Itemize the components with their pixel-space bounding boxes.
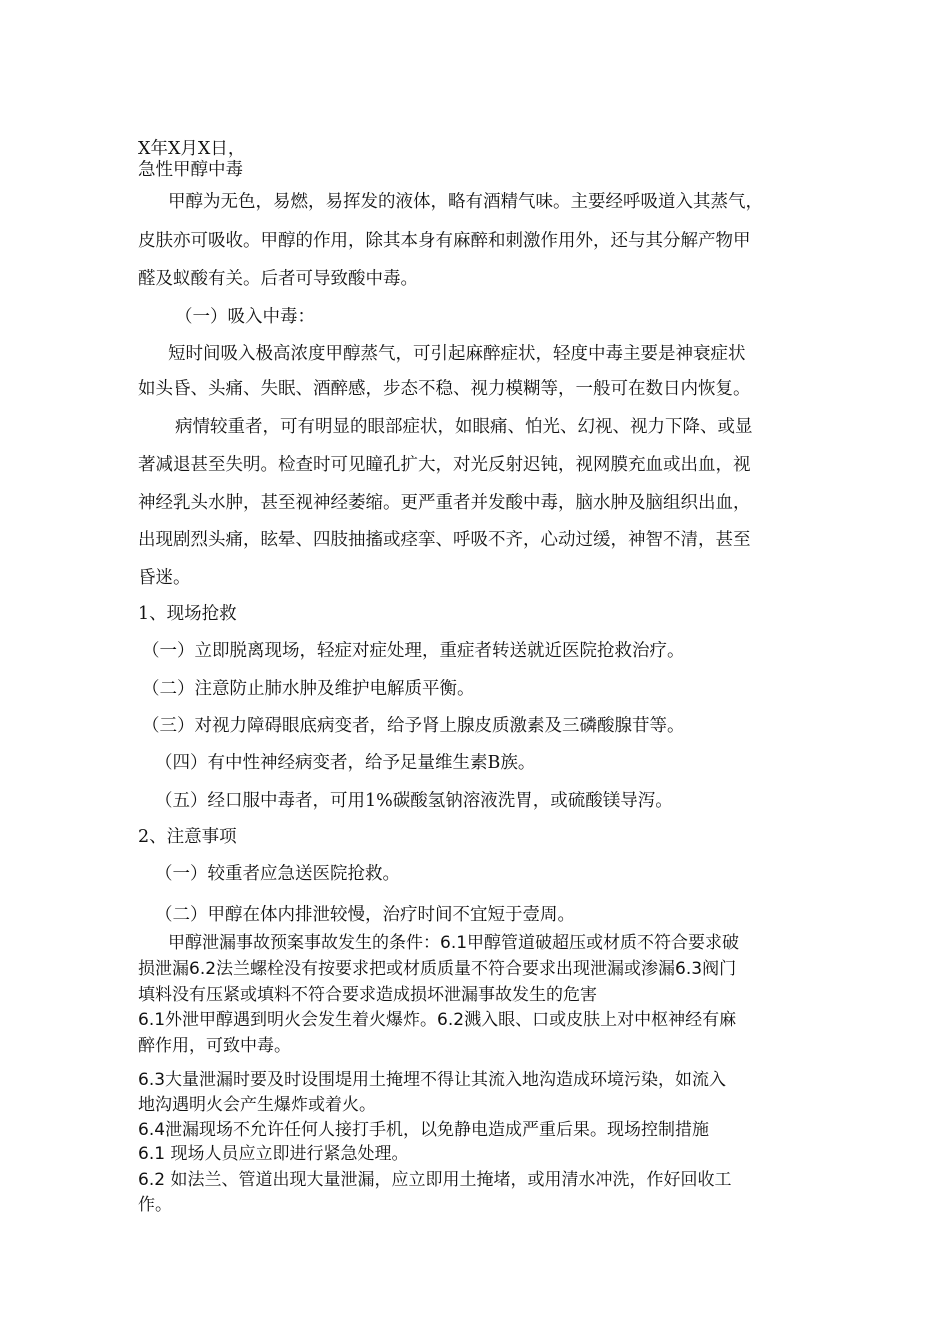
notes-item: （一）较重者应急送医院抢救。 — [155, 864, 400, 884]
document-title: 急性甲醇中毒 — [138, 160, 243, 180]
intro-line: 醛及蚁酸有关。后者可导致酸中毒。 — [138, 269, 418, 289]
inhalation-p2-line: 病情较重者，可有明显的眼部症状，如眼痛、怕光、幻视、视力下降、或显 — [175, 417, 753, 437]
document-date: X年X月X日， — [138, 139, 246, 159]
inhalation-heading: （一）吸入中毒： — [175, 307, 315, 327]
rescue-item: （三）对视力障碍眼底病变者，给予肾上腺皮质激素及三磷酸腺苷等。 — [142, 716, 685, 736]
intro-line: 甲醇为无色，易燃，易挥发的液体，略有酒精气味。主要经呼吸道入其蒸气， — [168, 192, 763, 212]
inhalation-p2-line: 神经乳头水肿，甚至视神经萎缩。更严重者并发酸中毒，脑水肿及脑组织出血， — [138, 493, 751, 513]
rescue-heading: 1、现场抢救 — [138, 604, 237, 624]
inhalation-p2-line: 著减退甚至失明。检查时可见瞳孔扩大，对光反射迟钝，视网膜充血或出血，视 — [138, 455, 751, 475]
rescue-item: （五）经口服中毒者，可用1%碳酸氢钠溶液洗胃，或硫酸镁导泻。 — [155, 791, 673, 811]
leak-line: 损泄漏6.2法兰螺栓没有按要求把或材质质量不符合要求出现泄漏或渗漏6.3阀门 — [138, 959, 737, 979]
intro-line: 皮肤亦可吸收。甲醇的作用，除其本身有麻醉和刺激作用外，还与其分解产物甲 — [138, 231, 751, 251]
leak-line: 6.1 现场人员应立即进行紧急处理。 — [138, 1144, 409, 1164]
leak-line: 填料没有压紧或填料不符合要求造成损坏泄漏事故发生的危害 — [138, 985, 597, 1005]
rescue-item: （二）注意防止肺水肿及维护电解质平衡。 — [142, 679, 475, 699]
rescue-item: （四）有中性神经病变者，给予足量维生素B族。 — [155, 753, 536, 773]
leak-line: 6.2 如法兰、管道出现大量泄漏，应立即用土掩堵，或用清水冲洗，作好回收工 — [138, 1170, 732, 1190]
leak-line: 醉作用，可致中毒。 — [138, 1036, 291, 1056]
leak-line: 作。 — [138, 1195, 172, 1215]
leak-line: 地沟遇明火会产生爆炸或着火。 — [138, 1095, 376, 1115]
leak-line: 6.3大量泄漏时要及时设围堤用土掩埋不得让其流入地沟造成环境污染，如流入 — [138, 1070, 727, 1090]
notes-item: （二）甲醇在体内排泄较慢，治疗时间不宜短于壹周。 — [155, 905, 575, 925]
leak-line: 6.4泄漏现场不允许任何人接打手机，以免静电造成严重后果。现场控制措施 — [138, 1120, 710, 1140]
inhalation-p2-line: 出现剧烈头痛，眩晕、四肢抽搐或痉挛、呼吸不齐，心动过缓，神智不清，甚至 — [138, 530, 751, 550]
rescue-item: （一）立即脱离现场，轻症对症处理，重症者转送就近医院抢救治疗。 — [142, 641, 685, 661]
leak-line: 甲醇泄漏事故预案事故发生的条件：6.1甲醇管道破超压或材质不符合要求破 — [168, 933, 740, 953]
leak-line: 6.1外泄甲醇遇到明火会发生着火爆炸。6.2溅入眼、口或皮肤上对中枢神经有麻 — [138, 1010, 737, 1030]
inhalation-p1-line: 短时间吸入极高浓度甲醇蒸气，可引起麻醉症状，轻度中毒主要是神衰症状 — [168, 344, 746, 364]
notes-heading: 2、注意事项 — [138, 827, 237, 847]
inhalation-p1-line: 如头昏、头痛、失眠、酒醉感，步态不稳、视力模糊等，一般可在数日内恢复。 — [138, 379, 751, 399]
inhalation-p2-line: 昏迷。 — [138, 568, 191, 588]
